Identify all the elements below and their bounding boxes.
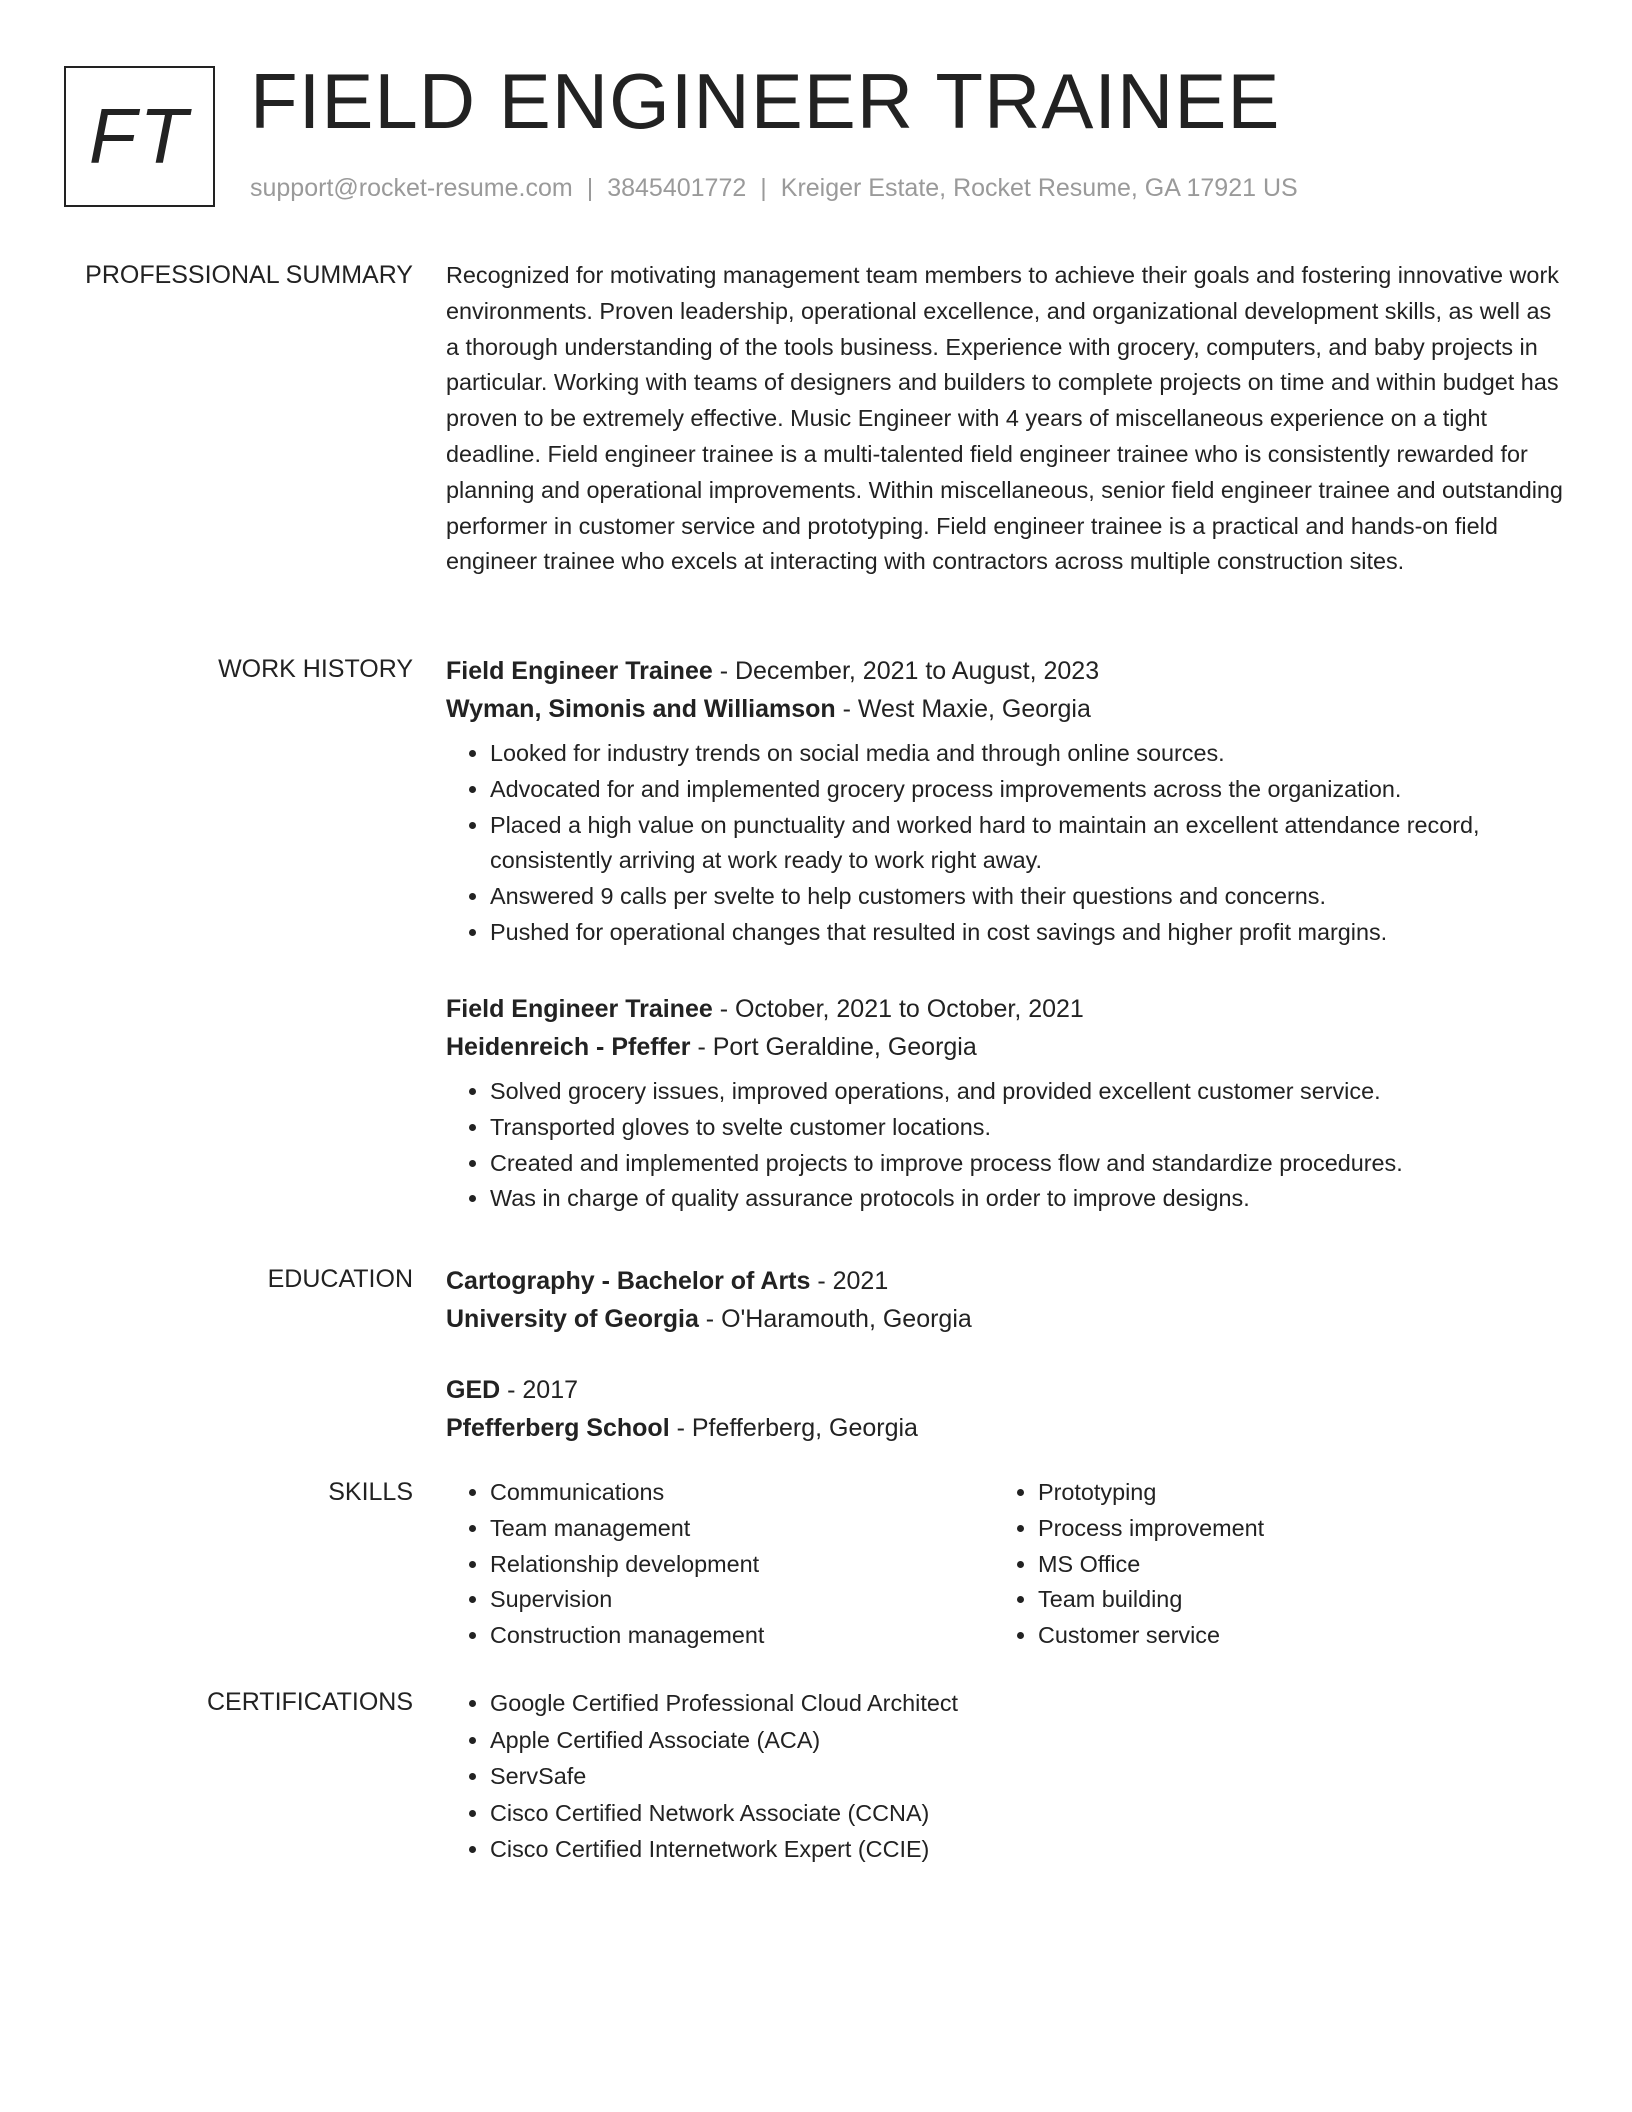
contact-separator: | bbox=[760, 174, 767, 202]
list-item: • Answered 9 calls per svelte to help customers with their questions and concerns. bbox=[490, 879, 1566, 915]
section-label-work: WORK HISTORY bbox=[218, 655, 413, 683]
list-item: • Relationship development bbox=[490, 1547, 994, 1583]
contact-email: support@rocket-resume.com bbox=[250, 174, 573, 202]
job-title: Field Engineer Trainee bbox=[446, 657, 713, 685]
job-location: - Port Geraldine, Georgia bbox=[690, 1033, 977, 1061]
section-label-skills: SKILLS bbox=[328, 1478, 413, 1506]
candidate-name: FIELD ENGINEER TRAINEE bbox=[250, 57, 1281, 145]
list-item: • Process improvement bbox=[1038, 1511, 1542, 1547]
school-line bbox=[446, 1409, 1566, 1447]
list-item: • Transported gloves to svelte customer locations. bbox=[490, 1110, 1566, 1146]
list-item: • Solved grocery issues, improved operations, and provided excellent customer service. bbox=[490, 1074, 1566, 1110]
job-title-line bbox=[446, 652, 1566, 690]
list-item: • Created and implemented projects to improve process flow and standardize procedures. bbox=[490, 1146, 1566, 1182]
school-line bbox=[446, 1300, 1566, 1338]
list-item: • Communications bbox=[490, 1475, 994, 1511]
list-item: • Team management bbox=[490, 1511, 994, 1547]
contact-separator: | bbox=[586, 174, 594, 202]
section-label-education: EDUCATION bbox=[267, 1265, 413, 1293]
list-item: • MS Office bbox=[1038, 1547, 1542, 1583]
work-history-body bbox=[446, 652, 1566, 951]
job-bullets bbox=[446, 1074, 1566, 1217]
education-body bbox=[446, 1262, 1566, 1338]
contact-address: Kreiger Estate, Rocket Resume, GA 17921 US bbox=[780, 174, 1298, 202]
summary-text: Recognized for motivating management team members to achieve their goals and fostering innovative work environments. Proven leadership, operational excellence, and organizational development skills, as well as a thorough understanding of the tools business. Experience with grocery, computers, and baby projects in particular. Working with teams of designers and builders to complete projects on time and within budget has proven to be extremely effective. Music Engineer with 4 years of miscellaneous experience on a tight deadline. Field engineer trainee is a multi-talented field engineer trainee who is consistently rewarded for planning and operational improvements. Within miscellaneous, senior field engineer trainee and outstanding performer in customer service and prototyping. Field engineer trainee is a practical and hands-on field engineer trainee who excels at interacting with contractors across multiple construction sites. bbox=[446, 262, 1563, 575]
list-item: • Cisco Certified Network Associate (CCNA) bbox=[490, 1795, 1566, 1832]
degree: GED bbox=[446, 1376, 501, 1404]
degree-line bbox=[446, 1262, 1566, 1300]
job-company: Wyman, Simonis and Williamson bbox=[446, 695, 836, 723]
contact-line bbox=[250, 174, 1298, 203]
list-item: • Team building bbox=[1038, 1582, 1542, 1618]
monogram-logo bbox=[64, 66, 215, 207]
job-company: Heidenreich - Pfeffer bbox=[446, 1033, 691, 1061]
job-company-line bbox=[446, 1028, 1566, 1066]
section-label-certifications: CERTIFICATIONS bbox=[206, 1688, 413, 1716]
skills-column-left bbox=[446, 1475, 994, 1654]
degree-year: - 2017 bbox=[500, 1376, 579, 1404]
list-item: • Supervision bbox=[490, 1582, 994, 1618]
degree: Cartography - Bachelor of Arts bbox=[446, 1267, 811, 1295]
section-label-summary: PROFESSIONAL SUMMARY bbox=[85, 261, 413, 289]
work-history-body bbox=[446, 990, 1566, 1217]
list-item: • Cisco Certified Internetwork Expert (CCIE) bbox=[490, 1831, 1566, 1868]
school-location: - Pfefferberg, Georgia bbox=[669, 1414, 918, 1442]
monogram-initials: FT bbox=[88, 92, 191, 180]
job-title-line bbox=[446, 990, 1566, 1028]
degree-year: - 2021 bbox=[810, 1267, 889, 1295]
list-item: • Google Certified Professional Cloud Architect bbox=[490, 1685, 1566, 1722]
list-item: • ServSafe bbox=[490, 1758, 1566, 1795]
list-item: • Prototyping bbox=[1038, 1475, 1542, 1511]
list-item: • Apple Certified Associate (ACA) bbox=[490, 1722, 1566, 1759]
school: Pfefferberg School bbox=[446, 1414, 670, 1442]
skills-column-right bbox=[994, 1475, 1542, 1654]
school-location: - O'Haramouth, Georgia bbox=[698, 1305, 972, 1333]
skills-body bbox=[446, 1475, 1566, 1654]
certifications-body bbox=[446, 1685, 1566, 1868]
job-bullets bbox=[446, 736, 1566, 951]
skills-grid bbox=[446, 1475, 1566, 1654]
job-location: - West Maxie, Georgia bbox=[835, 695, 1091, 723]
summary-body bbox=[446, 258, 1566, 580]
list-item: • Customer service bbox=[1038, 1618, 1542, 1654]
job-company-line bbox=[446, 690, 1566, 728]
list-item: • Construction management bbox=[490, 1618, 994, 1654]
certifications-list bbox=[446, 1685, 1566, 1868]
list-item: • Advocated for and implemented grocery process improvements across the organization. bbox=[490, 772, 1566, 808]
list-item: • Was in charge of quality assurance protocols in order to improve designs. bbox=[490, 1181, 1566, 1217]
list-item: • Looked for industry trends on social media and through online sources. bbox=[490, 736, 1566, 772]
job-entry bbox=[446, 990, 1566, 1217]
school: University of Georgia bbox=[446, 1305, 699, 1333]
job-dates: - December, 2021 to August, 2023 bbox=[712, 657, 1100, 685]
contact-phone: 3845401772 bbox=[607, 174, 747, 202]
list-item: • Pushed for operational changes that resulted in cost savings and higher profit margins. bbox=[490, 915, 1566, 951]
degree-line bbox=[446, 1371, 1566, 1409]
job-dates: - October, 2021 to October, 2021 bbox=[712, 995, 1084, 1023]
list-item: • Placed a high value on punctuality and worked hard to maintain an excellent attendance record, consistently arriving at work ready to work right away. bbox=[490, 808, 1566, 880]
job-entry bbox=[446, 652, 1566, 951]
job-title: Field Engineer Trainee bbox=[446, 995, 713, 1023]
education-body bbox=[446, 1371, 1566, 1447]
